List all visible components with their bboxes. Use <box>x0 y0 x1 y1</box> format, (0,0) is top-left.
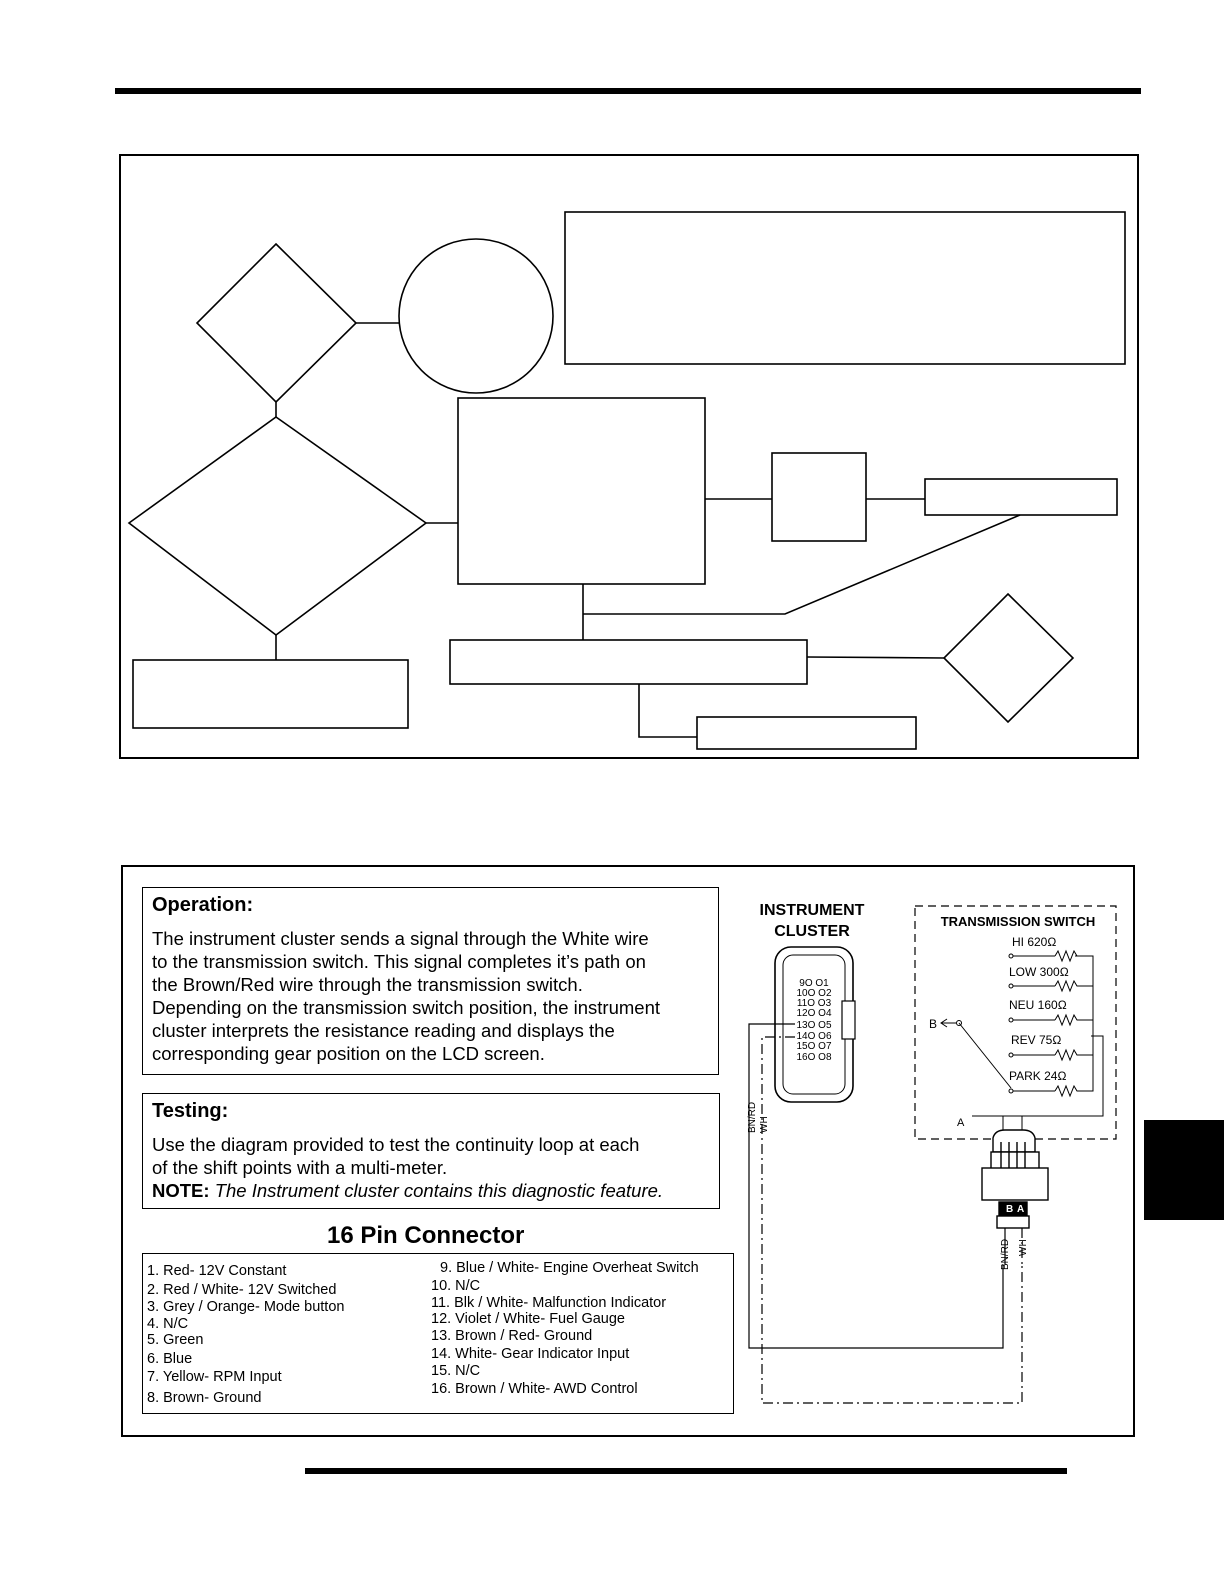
start-circle <box>399 239 553 393</box>
wire-label-bnrd: BN/RD <box>747 1101 758 1133</box>
position-label: REV 75Ω <box>1011 1033 1062 1047</box>
pin-row: 10O O2 <box>796 988 832 999</box>
position-label: HI 620Ω <box>1012 935 1057 949</box>
note-label: NOTE: <box>152 1180 210 1201</box>
operation-line: Depending on the transmission switch position, the instrument <box>152 997 660 1018</box>
pin-item: 2. Red / White- 12V Switched <box>147 1282 337 1298</box>
operation-line: the Brown/Red wire through the transmission switch. <box>152 974 583 995</box>
decision-diamond-large <box>129 417 426 635</box>
testing-text <box>152 1133 710 1202</box>
decision-diamond-right <box>944 594 1073 722</box>
bottom-rule <box>305 1468 1067 1474</box>
process-box-small <box>772 453 866 541</box>
operation-line: to the transmission switch. This signal completes it’s path on <box>152 951 646 972</box>
pin-item: 6. Blue <box>147 1351 193 1367</box>
plug-label-a: A <box>1017 1204 1025 1215</box>
decision-diamond-top <box>197 244 356 402</box>
flowchart-frame <box>120 155 1138 758</box>
pin-row: 15O O7 <box>796 1041 832 1052</box>
pin-row: 13O O5 <box>796 1020 832 1031</box>
operation-line: corresponding gear position on the LCD screen. <box>152 1043 545 1064</box>
cluster-label: INSTRUMENT <box>759 902 865 919</box>
pin-item: 11. Blk / White- Malfunction Indicator <box>431 1295 667 1311</box>
position-label: LOW 300Ω <box>1009 965 1069 979</box>
pin-item: 16. Brown / White- AWD Control <box>431 1381 638 1397</box>
pin-row: 16O O8 <box>796 1052 832 1063</box>
wire-label-wh: WH <box>759 1116 770 1133</box>
pin-item: 1. Red- 12V Constant <box>147 1263 287 1279</box>
result-box-right <box>925 479 1117 515</box>
pin-row: 12O O4 <box>796 1008 832 1019</box>
operation-title: Operation: <box>152 894 254 916</box>
testing-title: Testing: <box>152 1100 229 1122</box>
pin-row: 9O O1 <box>799 978 829 989</box>
wire-bnrd <box>749 1024 1003 1348</box>
terminal-a: A <box>957 1117 965 1129</box>
pin-item: 15. N/C <box>431 1363 481 1379</box>
operation-line: The instrument cluster sends a signal through the White wire <box>152 928 649 949</box>
operation-line: cluster interprets the resistance reading and displays the <box>152 1020 615 1041</box>
process-box-center <box>458 398 705 584</box>
testing-line: of the shift points with a multi-meter. <box>152 1157 448 1178</box>
testing-note <box>152 1179 710 1202</box>
operation-box <box>142 887 719 1075</box>
pin-item: 14. White- Gear Indicator Input <box>431 1346 630 1362</box>
connector-title: 16 Pin Connector <box>327 1222 525 1249</box>
pin-item: 10. N/C <box>431 1278 481 1294</box>
result-box-bottom <box>697 717 916 749</box>
cluster-label: CLUSTER <box>774 923 850 940</box>
testing-line: Use the diagram provided to test the continuity loop at each <box>152 1134 640 1155</box>
pin-item: 13. Brown / Red- Ground <box>431 1328 593 1344</box>
plug-wire-bnrd: BN/RD <box>1000 1238 1011 1270</box>
result-box-left <box>133 660 408 728</box>
chapter-tab <box>1144 1120 1224 1220</box>
pin-row: 14O O6 <box>796 1031 832 1042</box>
pin-row: 11O O3 <box>796 998 832 1009</box>
position-label: PARK 24Ω <box>1009 1069 1067 1083</box>
operation-text <box>152 927 709 1065</box>
pin-item: 7. Yellow- RPM Input <box>147 1369 282 1385</box>
terminal-b: B <box>929 1017 938 1031</box>
transmission-plug <box>982 1130 1048 1228</box>
transmission-switch-label: TRANSMISSION SWITCH <box>940 914 1096 929</box>
pin-item: 12. Violet / White- Fuel Gauge <box>431 1311 625 1327</box>
pin-item: 3. Grey / Orange- Mode button <box>147 1299 345 1315</box>
troubleshooting-flowchart <box>0 0 1224 780</box>
note-text: The Instrument cluster contains this diagnostic feature. <box>209 1180 664 1201</box>
pin-item: 5. Green <box>147 1332 204 1348</box>
pin-item: 9. Blue / White- Engine Overheat Switch <box>440 1260 699 1276</box>
plug-wire-wh: WH <box>1018 1239 1029 1256</box>
testing-box <box>142 1093 720 1209</box>
plug-label-b: B <box>1006 1204 1014 1215</box>
process-box-wide <box>450 640 807 684</box>
position-label: NEU 160Ω <box>1009 998 1067 1012</box>
info-box-top <box>565 212 1125 364</box>
pin-item: 8. Brown- Ground <box>147 1390 262 1406</box>
pin-item: 4. N/C <box>147 1316 189 1332</box>
wiring-diagram <box>735 890 1130 1420</box>
